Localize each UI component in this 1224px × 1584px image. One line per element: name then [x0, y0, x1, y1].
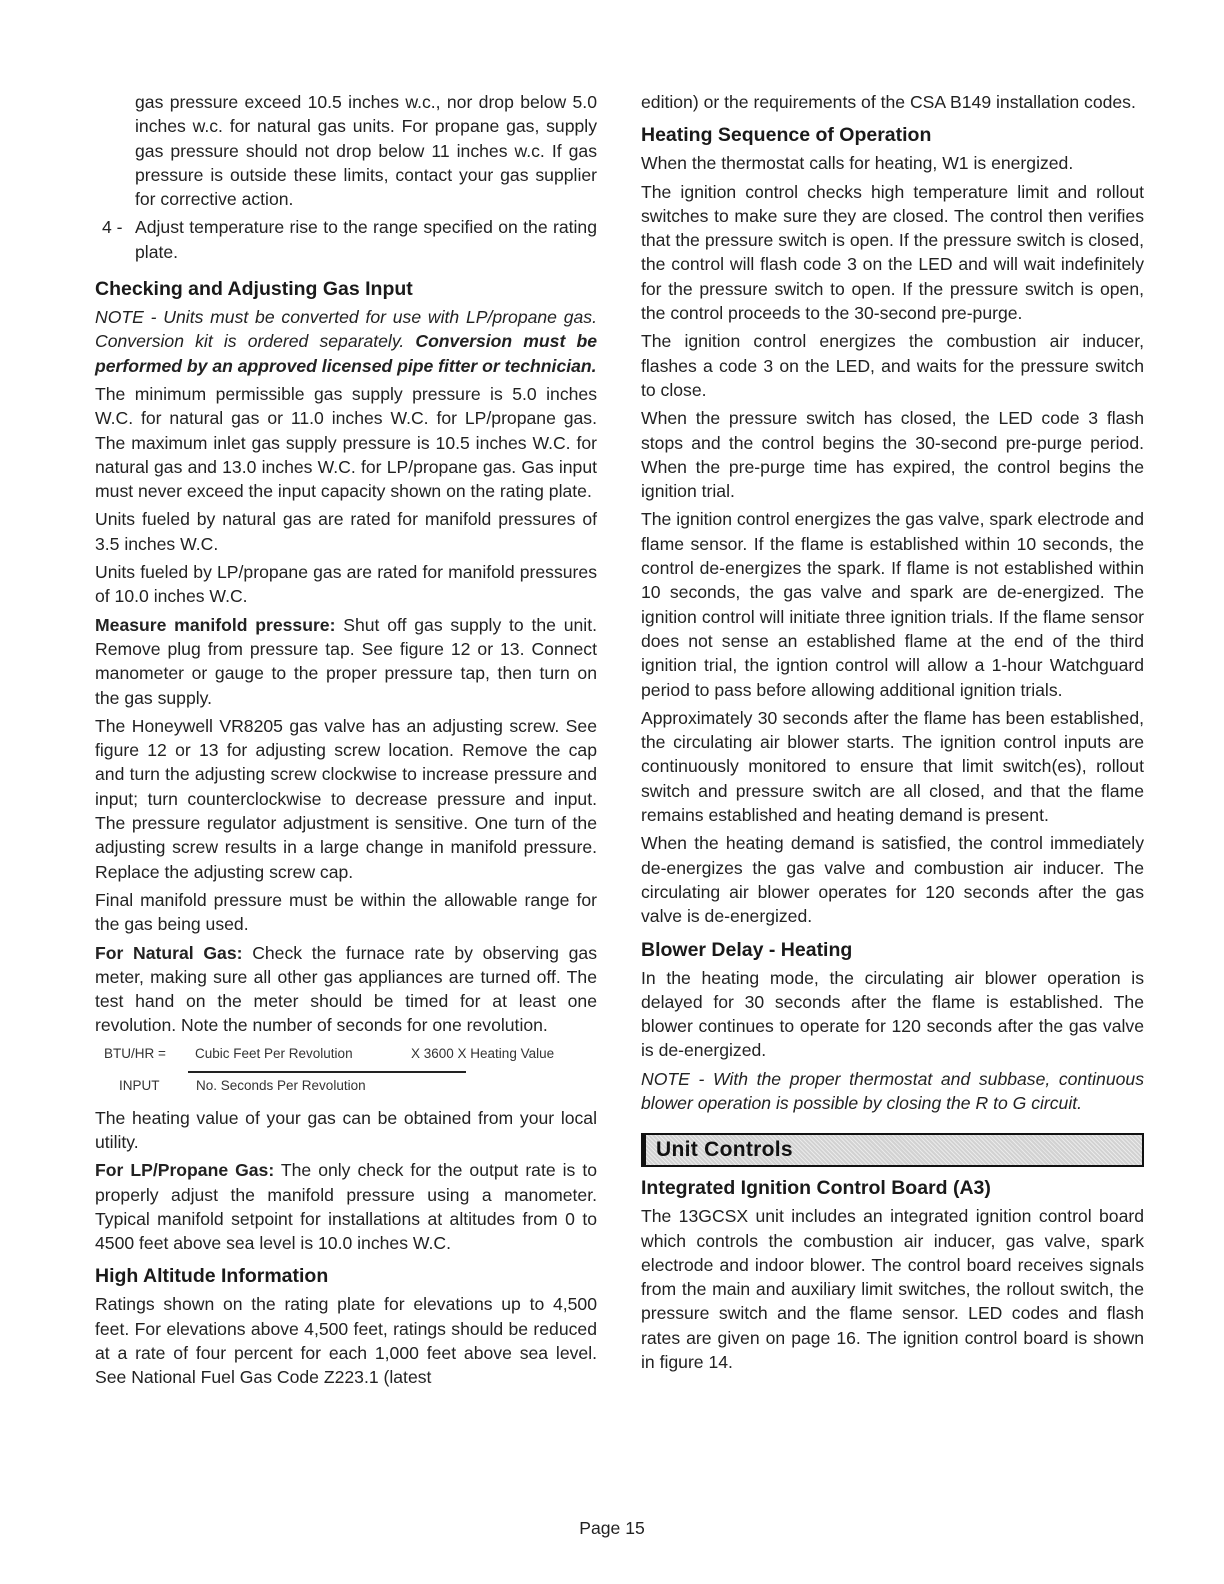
- formula-multiplier: X 3600 X Heating Value: [411, 1045, 555, 1061]
- sequence-text-6: Approximately 30 seconds after the flame has been established, the circulating air blower starts. The ignition control inputs are continuously monitored to ensure that limit switch(es), rollout switch and pressure switch are all closed, and that the flame remains established and heating demand is present.: [641, 707, 1144, 826]
- ignition-board-text: The 13GCSX unit includes an integrated ignition control board which controls the combustion air inducer, gas valve, spark electrode and indoor blower. The control board receives signals from the main and auxiliary limit switches, the rollout switch, the pressure switch and the flame sensor. LED codes and flash rates are given on page 16. The ignition control board is shown in figure 14.: [641, 1206, 1144, 1373]
- btu-formula: [95, 1042, 597, 1096]
- sequence-text-5: The ignition control energizes the gas valve, spark electrode and flame sensor. If the flame is established within 10 seconds, the control de-energizes the spark. If flame is not established within 10 seconds, the gas valve and spark are de-energized. The ignition control will initiate three ignition trials. If the flame sensor does not sense an established flame at the end of the third ignition trial, the igntion control will allow a 1-hour Watchguard period to pass before allowing additional ignition trials.: [641, 509, 1144, 700]
- gas-limits-text: gas pressure exceed 10.5 inches w.c., nor drop below 5.0 inches w.c. for natural gas units. For propane gas, supply gas pressure should not drop below 11 inches w.c. If gas pressure is outside these limits, contact your gas supplier for corrective action.: [135, 92, 597, 210]
- altitude-text: Ratings shown on the rating plate for elevations up to 4,500 feet. For elevations above 4,500 feet, ratings should be reduced at a rate of four percent for each 1,000 feet above sea level. See National Fuel Gas Code Z223.1 (latest: [95, 1294, 597, 1388]
- sequence-text-4: When the pressure switch has closed, the LED code 3 flash stops and the control begins the 30-second pre-purge period. When the pre-purge time has expired, the control begins the ignition trial.: [641, 408, 1144, 502]
- heading-blower-delay: Blower Delay - Heating: [641, 938, 853, 961]
- unit-controls-banner: [641, 1133, 1144, 1167]
- sequence-text-2: The ignition control checks high temperature limit and rollout switches to make sure they are closed. The control then verifies that the pressure switch is open. If the pressure switch is closed, the control will flash code 3 on the LED and will wait indefinitely for the pressure switch to open. If the pressure switch is open, the control proceeds to the 30-second pre-purge.: [641, 181, 1144, 324]
- step-4: [95, 215, 597, 268]
- heading-ignition-board: Integrated Ignition Control Board (A3): [641, 1177, 991, 1200]
- lp-text: The only check for the output rate is to properly adjust the manifold pressure using a manometer. Typical manifold setpoint for installations at altitudes from 0 to 4500 feet above sea level is 10.0 inches W.C.: [95, 1160, 598, 1254]
- lp-label: For LP/Propane Gas:: [95, 1160, 275, 1181]
- heading-heating-sequence: Heating Sequence of Operation: [641, 124, 932, 147]
- natural-rated-text: Units fueled by natural gas are rated for manifold pressures of 3.5 inches W.C.: [95, 509, 597, 554]
- formula-denominator: No. Seconds Per Revolution: [196, 1077, 366, 1093]
- measure-text: Shut off gas supply to the unit. Remove plug from pressure tap. See figure 12 or 13. Connect manometer or gauge to the proper pressure tap, then turn on the gas supply.: [95, 614, 597, 708]
- natural-text: Check the furnace rate by observing gas meter, making sure all other gas appliances are turned off. The test hand on the meter should be timed for at least one revolution. Note the number of seconds for one revolution.: [95, 942, 597, 1036]
- measure-label: Measure manifold pressure:: [95, 614, 336, 635]
- banner-title: Unit Controls: [656, 1138, 793, 1162]
- lp-propane-paragraph: [95, 1158, 597, 1255]
- formula-numerator: Cubic Feet Per Revolution: [195, 1045, 353, 1061]
- step-text: Adjust temperature rise to the range specified on the rating plate.: [135, 217, 597, 262]
- natural-label: For Natural Gas:: [95, 942, 243, 963]
- note-italic: NOTE - Units must be converted for use with LP/propane gas. Conversion kit is ordered separately.: [95, 307, 597, 352]
- conversion-note: [95, 305, 597, 378]
- right-column: [641, 90, 1144, 1378]
- heating-value-text: The heating value of your gas can be obtained from your local utility.: [95, 1107, 597, 1152]
- blower-text: In the heating mode, the circulating air blower operation is delayed for 30 seconds after the flame is established. The blower continues to operate for 120 seconds after the gas valve is de-energized.: [641, 967, 1144, 1061]
- heading-checking-gas-input: Checking and Adjusting Gas Input: [95, 278, 413, 301]
- minimum-pressure-text: The minimum permissible gas supply pressure is 5.0 inches W.C. for natural gas or 11.0 inches W.C. for LP/propane gas. The maximum inlet gas supply pressure is 10.5 inches W.C. for natural gas and 13.0 inches W.C. for LP/propane gas. Gas input must never exceed the input capacity shown on the rating plate.: [95, 383, 597, 502]
- note-bold: Conversion must be performed by an approved licensed pipe fitter or technician.: [95, 331, 597, 376]
- page-number: Page 15: [579, 1518, 645, 1538]
- lp-rated-text: Units fueled by LP/propane gas are rated for manifold pressures of 10.0 inches W.C.: [95, 562, 597, 607]
- heading-high-altitude: High Altitude Information: [95, 1265, 329, 1288]
- sequence-text-3: The ignition control energizes the combustion air inducer, flashes a code 3 on the LED, and waits for the pressure switch to close.: [641, 331, 1144, 400]
- formula-lhs-bottom: INPUT: [119, 1077, 160, 1093]
- final-pressure-text: Final manifold pressure must be within the allowable range for the gas being used.: [95, 889, 597, 935]
- edition-text: edition) or the requirements of the CSA B149 installation codes.: [641, 92, 1136, 112]
- measure-manifold-paragraph: [95, 613, 597, 710]
- formula-lhs-top: BTU/HR =: [104, 1045, 166, 1061]
- blower-note: NOTE - With the proper thermostat and subbase, continuous blower operation is possible by closing the R to G circuit.: [641, 1068, 1144, 1113]
- left-column: [95, 90, 597, 1394]
- fraction-line: [188, 1071, 466, 1073]
- step-number: 4 -: [102, 217, 123, 238]
- sequence-text-1: When the thermostat calls for heating, W1 is energized.: [641, 153, 1074, 174]
- honeywell-text: The Honeywell VR8205 gas valve has an adjusting screw. See figure 12 or 13 for adjusting screw location. Remove the cap and turn the adjusting screw clockwise to increase pressure and input; turn counterclockwise to decrease pressure and input. The pressure regulator adjustment is sensitive. One turn of the adjusting screw results in a large change in manifold pressure. Replace the adjusting screw cap.: [95, 715, 597, 882]
- natural-gas-paragraph: [95, 941, 597, 1038]
- sequence-text-7: When the heating demand is satisfied, the control immediately de-energizes the gas valve and combustion air inducer. The circulating air blower operates for 120 seconds after the gas valve is de-energized.: [641, 833, 1144, 927]
